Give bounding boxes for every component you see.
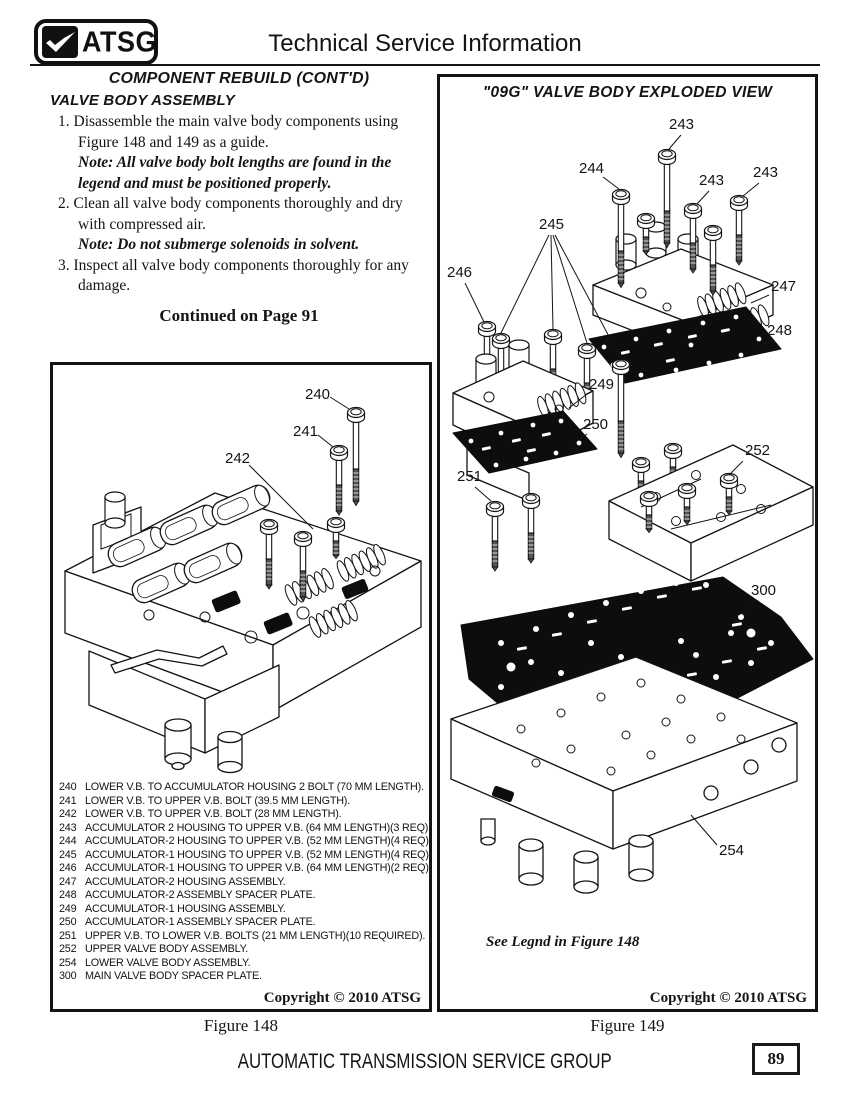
legend-row: 242 LOWER V.B. TO UPPER V.B. BOLT (28 MM LENGTH).: [59, 808, 342, 820]
page-number-badge: 89: [752, 1043, 800, 1075]
legend-row: 300 MAIN VALVE BODY SPACER PLATE.: [59, 970, 262, 982]
section-title: COMPONENT REBUILD (CONT'D): [108, 70, 370, 87]
instruction-steps: [58, 112, 432, 297]
main-valve-body-assembly: [65, 482, 421, 773]
callout-249: 249: [589, 376, 615, 393]
legend-row: 248 ACCUMULATOR-2 ASSEMBLY SPACER PLATE.: [59, 889, 316, 901]
callout-241: 241: [293, 423, 319, 440]
bolt-251: [487, 502, 504, 572]
figure-148-caption: Figure 148: [203, 1016, 279, 1035]
logo-brand-text: ATSG: [82, 25, 157, 58]
header-divider: [30, 64, 820, 66]
callout-245: 245: [539, 216, 565, 233]
callout-251: 251: [457, 468, 483, 485]
figure-148-legend: [59, 781, 432, 984]
callout-240: 240: [305, 386, 331, 403]
figure-149-drawing: [441, 77, 816, 937]
figure-149-caption: Figure 149: [590, 1016, 665, 1035]
figure-148-box: [50, 362, 432, 1012]
legend-row: 240 LOWER V.B. TO ACCUMULATOR HOUSING 2 BOLT (70 MM LENGTH).: [59, 781, 424, 793]
legend-row: 250 ACCUMULATOR-1 ASSEMBLY SPACER PLATE.: [59, 916, 316, 928]
legend-row: 243 ACCUMULATOR 2 HOUSING TO UPPER V.B. (64 MM LENGTH)(3 REQ).: [59, 821, 431, 834]
callout-300: 300: [751, 582, 777, 599]
legend-row: 254 LOWER VALVE BODY ASSEMBLY.: [59, 956, 251, 969]
callout-252: 252: [745, 442, 771, 459]
legend-row: 252 UPPER VALVE BODY ASSEMBLY.: [59, 943, 249, 955]
step-3: 3. Inspect all valve body components thoroughly for any damage.: [58, 256, 409, 294]
bolt-243: [731, 196, 748, 266]
legend-row: 247 ACCUMULATOR-2 HOUSING ASSEMBLY.: [59, 875, 286, 888]
upper-valve-body: [609, 444, 813, 582]
legend-row: 251 UPPER V.B. TO LOWER V.B. BOLTS (21 MM LENGTH)(10 REQUIRED).: [59, 929, 426, 942]
bolt-240: [348, 408, 365, 506]
callout-243: 243: [753, 164, 779, 181]
copyright-figure-149: Copyright © 2010 ATSG: [649, 990, 807, 1006]
callout-250: 250: [583, 416, 609, 433]
legend-row: 241 LOWER V.B. TO UPPER V.B. BOLT (39.5 MM LENGTH).: [59, 794, 351, 807]
legend-row: 249 ACCUMULATOR-1 HOUSING ASSEMBLY.: [59, 902, 286, 915]
copyright-figure-148: Copyright © 2010 ATSG: [263, 990, 421, 1006]
continued-note: Continued on Page 91: [159, 306, 319, 325]
footer-organization: AUTOMATIC TRANSMISSION SERVICE GROUP: [237, 1050, 613, 1073]
legend-row: 246 ACCUMULATOR-1 HOUSING TO UPPER V.B. (64 MM LENGTH)(2 REQ).: [59, 862, 432, 874]
subsection-title: VALVE BODY ASSEMBLY: [50, 92, 235, 109]
callout-244: 244: [579, 160, 605, 177]
page-title: Technical Service Information: [268, 30, 582, 57]
bolt-251: [523, 494, 540, 564]
callout-248: 248: [767, 322, 793, 339]
callout-247: 247: [771, 278, 797, 295]
legend-row: 245 ACCUMULATOR-1 HOUSING TO UPPER V.B. (52 MM LENGTH)(4 REQ).: [59, 848, 432, 861]
callout-246: 246: [447, 264, 473, 281]
callout-242: 242: [225, 450, 251, 467]
step-2-note: Note: Do not submerge solenoids in solvent.: [78, 236, 360, 253]
figure-149-box: [437, 74, 818, 1012]
callout-243: 243: [699, 172, 725, 189]
figure-149-title: "09G" VALVE BODY EXPLODED VIEW: [482, 84, 773, 101]
callout-243: 243: [669, 116, 695, 133]
step-2: 2. Clean all valve body components thoroughly and dry with compressed air.: [58, 195, 403, 233]
bolt-241: [331, 446, 348, 516]
step-1-note: Note: All valve body bolt lengths are found in the legend and must be positioned properly.: [78, 154, 392, 192]
see-legend-note: See Legnd in Figure 148: [486, 934, 640, 950]
callout-254: 254: [719, 842, 745, 859]
figure-148-drawing: [53, 365, 429, 779]
step-1: 1. Disassemble the main valve body components using Figure 148 and 149 as a guide.: [58, 113, 399, 151]
legend-row: 244 ACCUMULATOR-2 HOUSING TO UPPER V.B. (52 MM LENGTH)(4 REQ).: [59, 835, 432, 847]
